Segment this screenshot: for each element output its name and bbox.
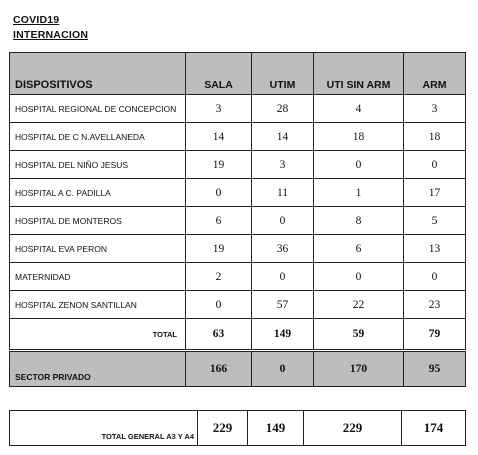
utim-value: 36 xyxy=(252,235,314,263)
hospital-name: HOSPITAL DE MONTEROS xyxy=(10,207,186,235)
sala-value: 0 xyxy=(186,291,252,319)
internacion-table xyxy=(9,52,466,350)
utim-value: 11 xyxy=(252,179,314,207)
uti-sin-arm-value: 22 xyxy=(314,291,404,319)
utim-value: 14 xyxy=(252,123,314,151)
arm-value: 5 xyxy=(404,207,466,235)
uti-sin-arm-value: 18 xyxy=(314,123,404,151)
table-row xyxy=(10,95,466,123)
total-general-utim: 149 xyxy=(248,411,304,446)
total-row xyxy=(10,319,466,350)
total-general-arm: 174 xyxy=(402,411,466,446)
total-general-row xyxy=(10,411,466,446)
arm-value: 0 xyxy=(404,263,466,291)
hospital-name: MATERNIDAD xyxy=(10,263,186,291)
total-general-sala: 229 xyxy=(198,411,248,446)
hospital-name: HOSPITAL A C. PADILLA xyxy=(10,179,186,207)
sala-value: 3 xyxy=(186,95,252,123)
arm-value: 3 xyxy=(404,95,466,123)
arm-value: 13 xyxy=(404,235,466,263)
sala-value: 2 xyxy=(186,263,252,291)
sector-privado-sala: 166 xyxy=(186,352,252,387)
table-row xyxy=(10,179,466,207)
document-subtitle: INTERNACION xyxy=(13,29,89,41)
table-row xyxy=(10,207,466,235)
column-header-sala: SALA xyxy=(186,53,252,95)
sala-value: 0 xyxy=(186,179,252,207)
uti-sin-arm-value: 4 xyxy=(314,95,404,123)
total-arm: 79 xyxy=(404,319,466,350)
table-header-row xyxy=(10,53,466,95)
column-header-arm: ARM xyxy=(404,53,466,95)
sector-privado-arm: 95 xyxy=(404,352,466,387)
sala-value: 6 xyxy=(186,207,252,235)
sala-value: 19 xyxy=(186,151,252,179)
uti-sin-arm-value: 6 xyxy=(314,235,404,263)
arm-value: 0 xyxy=(404,151,466,179)
uti-sin-arm-value: 0 xyxy=(314,263,404,291)
total-general-uti-sin-arm: 229 xyxy=(304,411,402,446)
sector-privado-table xyxy=(9,351,466,387)
table-row xyxy=(10,263,466,291)
utim-value: 57 xyxy=(252,291,314,319)
column-header-utim: UTIM xyxy=(252,53,314,95)
sector-privado-label: SECTOR PRIVADO xyxy=(10,352,186,387)
hospital-name: HOSPITAL EVA PERON xyxy=(10,235,186,263)
uti-sin-arm-value: 8 xyxy=(314,207,404,235)
utim-value: 3 xyxy=(252,151,314,179)
arm-value: 18 xyxy=(404,123,466,151)
document-title: COVID19 xyxy=(13,14,60,26)
hospital-name: HOSPITAL DEL NIÑO JESUS xyxy=(10,151,186,179)
hospital-name: HOSPITAL DE C N.AVELLANEDA xyxy=(10,123,186,151)
total-uti-sin-arm: 59 xyxy=(314,319,404,350)
sector-privado-utim: 0 xyxy=(252,352,314,387)
table-row xyxy=(10,123,466,151)
hospital-name: HOSPITAL ZENON SANTILLAN xyxy=(10,291,186,319)
utim-value: 28 xyxy=(252,95,314,123)
column-header-uti-sin-arm: UTI SIN ARM xyxy=(314,53,404,95)
sala-value: 19 xyxy=(186,235,252,263)
sector-privado-row xyxy=(10,352,466,387)
total-general-table xyxy=(9,410,466,446)
sala-value: 14 xyxy=(186,123,252,151)
table-row xyxy=(10,235,466,263)
table-row xyxy=(10,291,466,319)
arm-value: 17 xyxy=(404,179,466,207)
hospital-name: HOSPITAL REGIONAL DE CONCEPCION xyxy=(10,95,186,123)
uti-sin-arm-value: 1 xyxy=(314,179,404,207)
utim-value: 0 xyxy=(252,207,314,235)
sector-privado-uti-sin-arm: 170 xyxy=(314,352,404,387)
total-label: TOTAL xyxy=(10,319,186,350)
table-row xyxy=(10,151,466,179)
total-utim: 149 xyxy=(252,319,314,350)
arm-value: 23 xyxy=(404,291,466,319)
total-sala: 63 xyxy=(186,319,252,350)
utim-value: 0 xyxy=(252,263,314,291)
uti-sin-arm-value: 0 xyxy=(314,151,404,179)
total-general-label: TOTAL GENERAL A3 Y A4 xyxy=(10,411,198,446)
column-header-dispositivos: DISPOSITIVOS xyxy=(10,53,186,95)
